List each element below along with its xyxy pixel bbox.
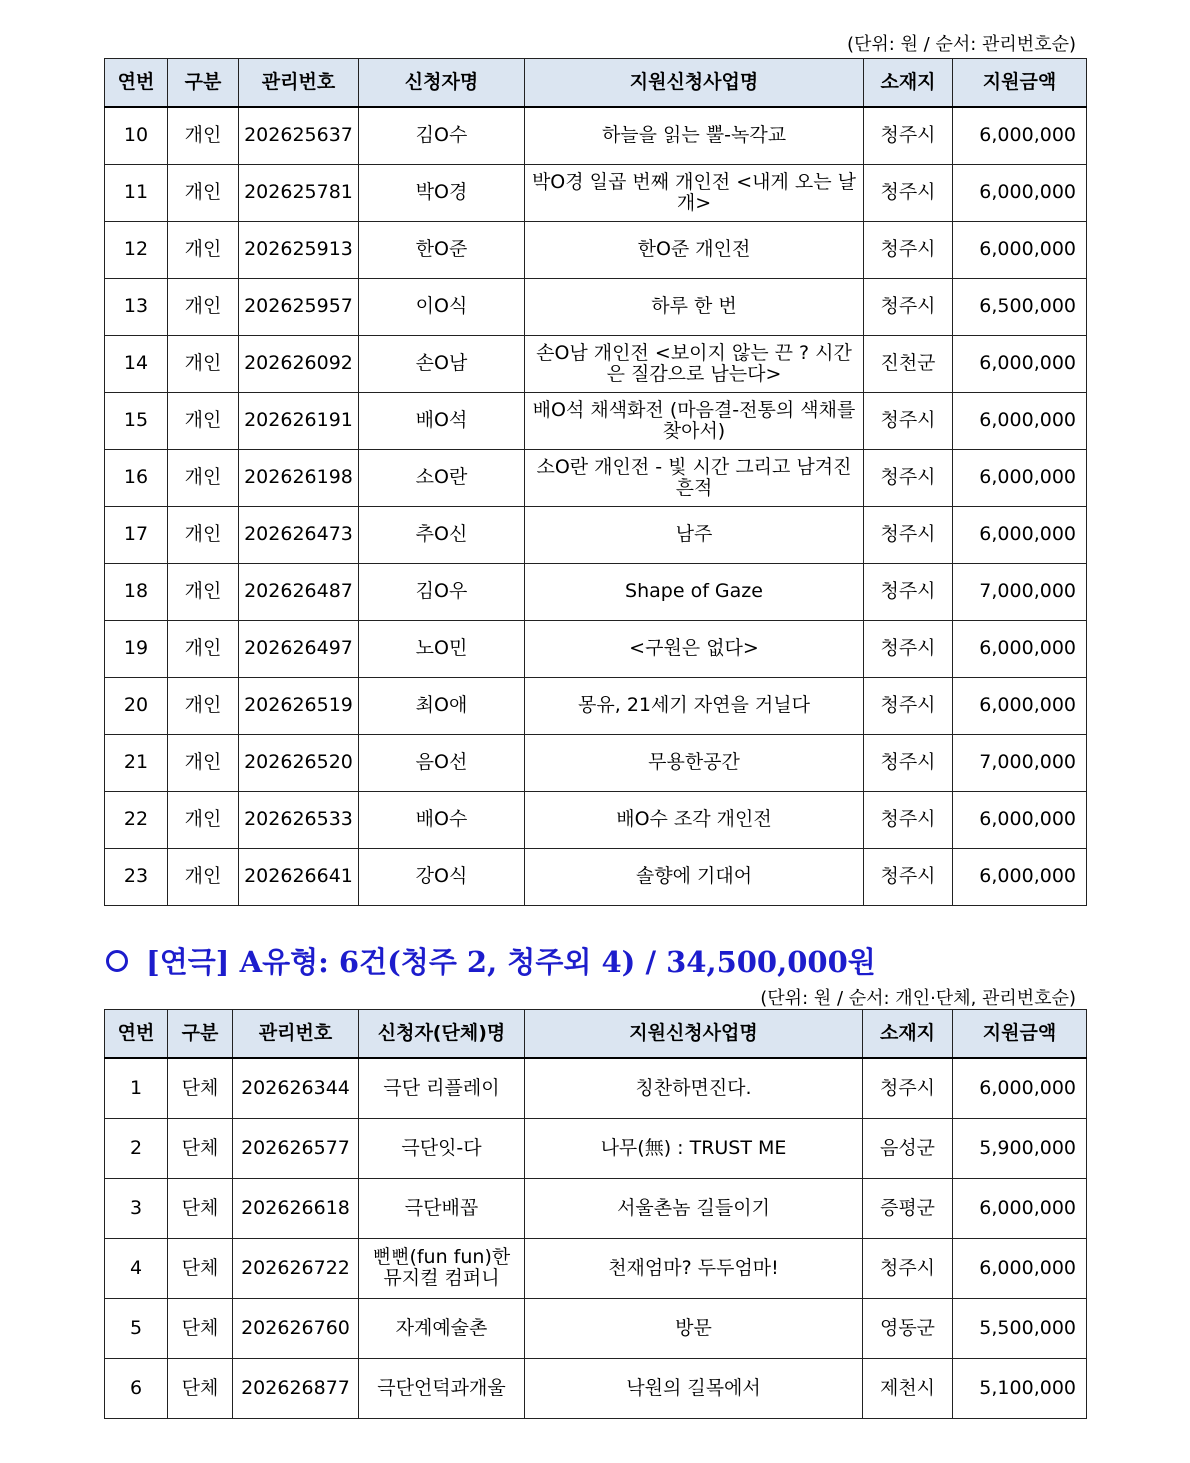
cell-amount: 6,500,000: [953, 278, 1087, 335]
table-row: [105, 848, 1087, 905]
cell-applicant: 김O수: [359, 107, 525, 164]
cell-id: 202626344: [233, 1058, 359, 1118]
cell-amount: 6,000,000: [953, 221, 1087, 278]
cell-id: 202625781: [239, 164, 359, 221]
cell-applicant: 극단 리플레이: [359, 1058, 525, 1118]
cell-id: 202626191: [239, 392, 359, 449]
cell-id: 202625957: [239, 278, 359, 335]
header-type: 구분: [168, 1010, 233, 1059]
cell-project: 소O란 개인전 - 빛 시간 그리고 남겨진 흔적: [525, 449, 864, 506]
cell-applicant: 극단언덕과개울: [359, 1358, 525, 1418]
unit-note: (단위: 원 / 순서: 관리번호순): [846, 34, 1076, 55]
cell-applicant: 최O애: [359, 677, 525, 734]
cell-id: 202626760: [233, 1298, 359, 1358]
cell-project: 하늘을 읽는 뿔-녹각교: [525, 107, 864, 164]
cell-applicant: 이O식: [359, 278, 525, 335]
cell-id: 202626722: [233, 1238, 359, 1298]
cell-applicant: 손O남: [359, 335, 525, 392]
cell-amount: 6,000,000: [953, 848, 1087, 905]
cell-project: 칭찬하면진다.: [525, 1058, 863, 1118]
cell-id: 202626577: [233, 1118, 359, 1178]
cell-no: 18: [105, 563, 168, 620]
cell-amount: 6,000,000: [953, 107, 1087, 164]
cell-project: 나무(無) : TRUST ME: [525, 1118, 863, 1178]
cell-id: 202626092: [239, 335, 359, 392]
cell-project: 남주: [525, 506, 864, 563]
section-title: [연극] A유형: 6건(청주 2, 청주외 4) / 34,500,000원: [146, 945, 876, 979]
cell-applicant: 한O준: [359, 221, 525, 278]
cell-location: 청주시: [864, 848, 953, 905]
cell-id: 202626641: [239, 848, 359, 905]
cell-amount: 5,100,000: [953, 1358, 1087, 1418]
cell-project: <구원은 없다>: [525, 620, 864, 677]
cell-no: 19: [105, 620, 168, 677]
table-row: [105, 563, 1087, 620]
cell-project: Shape of Gaze: [525, 563, 864, 620]
cell-id: 202626198: [239, 449, 359, 506]
grant-table-individual: [104, 58, 1087, 906]
cell-amount: 6,000,000: [953, 1058, 1087, 1118]
cell-location: 청주시: [864, 278, 953, 335]
cell-no: 4: [105, 1238, 168, 1298]
cell-type: 개인: [168, 677, 239, 734]
cell-type: 단체: [168, 1238, 233, 1298]
cell-no: 16: [105, 449, 168, 506]
cell-type: 개인: [168, 506, 239, 563]
table-row: [105, 392, 1087, 449]
section-heading: [106, 940, 876, 981]
header-applicant: 신청자(단체)명: [359, 1010, 525, 1059]
table-row: [105, 1058, 1087, 1118]
cell-no: 15: [105, 392, 168, 449]
cell-location: 증평군: [863, 1178, 953, 1238]
cell-no: 22: [105, 791, 168, 848]
cell-project: 서울촌놈 길들이기: [525, 1178, 863, 1238]
header-applicant: 신청자명: [359, 59, 525, 108]
header-project: 지원신청사업명: [525, 1010, 863, 1059]
cell-amount: 7,000,000: [953, 734, 1087, 791]
cell-applicant: 추O신: [359, 506, 525, 563]
cell-id: 202626497: [239, 620, 359, 677]
header-type: 구분: [168, 59, 239, 108]
cell-project: 배O석 채색화전 (마음결-전통의 색채를 찾아서): [525, 392, 864, 449]
cell-type: 개인: [168, 278, 239, 335]
header-project: 지원신청사업명: [525, 59, 864, 108]
cell-no: 1: [105, 1058, 168, 1118]
cell-applicant: 자계예술촌: [359, 1298, 525, 1358]
cell-type: 개인: [168, 449, 239, 506]
header-amount: 지원금액: [953, 59, 1087, 108]
table-row: [105, 620, 1087, 677]
cell-id: 202626473: [239, 506, 359, 563]
cell-no: 20: [105, 677, 168, 734]
cell-applicant: 소O란: [359, 449, 525, 506]
table-row: [105, 1358, 1087, 1418]
cell-type: 개인: [168, 791, 239, 848]
cell-no: 21: [105, 734, 168, 791]
table-row: [105, 107, 1087, 164]
cell-amount: 5,900,000: [953, 1118, 1087, 1178]
cell-applicant: 강O식: [359, 848, 525, 905]
cell-amount: 6,000,000: [953, 1178, 1087, 1238]
cell-amount: 6,000,000: [953, 335, 1087, 392]
cell-location: 청주시: [864, 221, 953, 278]
table-row: [105, 1298, 1087, 1358]
cell-location: 청주시: [864, 563, 953, 620]
cell-type: 개인: [168, 221, 239, 278]
cell-no: 5: [105, 1298, 168, 1358]
cell-location: 청주시: [864, 791, 953, 848]
table-row: [105, 1178, 1087, 1238]
cell-location: 청주시: [864, 734, 953, 791]
cell-no: 12: [105, 221, 168, 278]
table-row: [105, 677, 1087, 734]
cell-project: 낙원의 길목에서: [525, 1358, 863, 1418]
cell-location: 청주시: [864, 392, 953, 449]
cell-amount: 6,000,000: [953, 392, 1087, 449]
cell-location: 청주시: [864, 677, 953, 734]
header-location: 소재지: [863, 1010, 953, 1059]
table-row: [105, 221, 1087, 278]
cell-location: 청주시: [864, 449, 953, 506]
cell-project: 무용한공간: [525, 734, 864, 791]
cell-amount: 6,000,000: [953, 620, 1087, 677]
cell-type: 단체: [168, 1358, 233, 1418]
header-no: 연번: [105, 1010, 168, 1059]
cell-id: 202626877: [233, 1358, 359, 1418]
header-id: 관리번호: [239, 59, 359, 108]
cell-type: 개인: [168, 392, 239, 449]
cell-amount: 6,000,000: [953, 164, 1087, 221]
cell-id: 202626618: [233, 1178, 359, 1238]
cell-project: 박O경 일곱 번째 개인전 <내게 오는 날개>: [525, 164, 864, 221]
cell-project: 방문: [525, 1298, 863, 1358]
cell-applicant: 노O민: [359, 620, 525, 677]
cell-project: 손O남 개인전 <보이지 않는 끈 ? 시간은 질감으로 남는다>: [525, 335, 864, 392]
table-row: [105, 335, 1087, 392]
cell-location: 청주시: [863, 1058, 953, 1118]
cell-applicant: 배O수: [359, 791, 525, 848]
cell-type: 개인: [168, 107, 239, 164]
cell-applicant: 박O경: [359, 164, 525, 221]
cell-location: 청주시: [864, 620, 953, 677]
header-location: 소재지: [864, 59, 953, 108]
cell-project: 하루 한 번: [525, 278, 864, 335]
table-row: [105, 734, 1087, 791]
cell-location: 제천시: [863, 1358, 953, 1418]
circle-bullet-icon: [106, 950, 128, 972]
cell-type: 단체: [168, 1178, 233, 1238]
cell-no: 10: [105, 107, 168, 164]
cell-id: 202626487: [239, 563, 359, 620]
cell-project: 솔향에 기대어: [525, 848, 864, 905]
cell-type: 개인: [168, 848, 239, 905]
cell-applicant: 극단배꼽: [359, 1178, 525, 1238]
cell-no: 13: [105, 278, 168, 335]
cell-amount: 6,000,000: [953, 677, 1087, 734]
cell-amount: 6,000,000: [953, 449, 1087, 506]
cell-type: 단체: [168, 1118, 233, 1178]
cell-type: 단체: [168, 1058, 233, 1118]
unit-note: (단위: 원 / 순서: 개인·단체, 관리번호순): [760, 988, 1076, 1009]
cell-id: 202625913: [239, 221, 359, 278]
cell-location: 청주시: [864, 107, 953, 164]
cell-no: 23: [105, 848, 168, 905]
cell-applicant: 극단잇-다: [359, 1118, 525, 1178]
cell-type: 개인: [168, 335, 239, 392]
cell-amount: 6,000,000: [953, 1238, 1087, 1298]
cell-location: 청주시: [864, 506, 953, 563]
table-row: [105, 278, 1087, 335]
cell-id: 202626520: [239, 734, 359, 791]
table-header-row: [105, 59, 1087, 108]
cell-no: 6: [105, 1358, 168, 1418]
cell-amount: 5,500,000: [953, 1298, 1087, 1358]
header-amount: 지원금액: [953, 1010, 1087, 1059]
cell-id: 202626519: [239, 677, 359, 734]
cell-amount: 7,000,000: [953, 563, 1087, 620]
cell-location: 청주시: [863, 1238, 953, 1298]
cell-no: 11: [105, 164, 168, 221]
cell-no: 3: [105, 1178, 168, 1238]
grant-table-theater: [104, 1009, 1087, 1419]
cell-applicant: 뻔뻔(fun fun)한 뮤지컬 컴퍼니: [359, 1238, 525, 1298]
cell-no: 2: [105, 1118, 168, 1178]
cell-location: 음성군: [863, 1118, 953, 1178]
cell-location: 진천군: [864, 335, 953, 392]
cell-project: 몽유, 21세기 자연을 거닐다: [525, 677, 864, 734]
cell-id: 202626533: [239, 791, 359, 848]
cell-applicant: 배O석: [359, 392, 525, 449]
table-row: [105, 1118, 1087, 1178]
table-row: [105, 164, 1087, 221]
cell-project: 배O수 조각 개인전: [525, 791, 864, 848]
cell-id: 202625637: [239, 107, 359, 164]
cell-project: 한O준 개인전: [525, 221, 864, 278]
cell-type: 단체: [168, 1298, 233, 1358]
cell-applicant: 음O선: [359, 734, 525, 791]
table-row: [105, 506, 1087, 563]
cell-amount: 6,000,000: [953, 506, 1087, 563]
header-no: 연번: [105, 59, 168, 108]
cell-type: 개인: [168, 620, 239, 677]
table-row: [105, 1238, 1087, 1298]
cell-amount: 6,000,000: [953, 791, 1087, 848]
table-row: [105, 449, 1087, 506]
cell-type: 개인: [168, 563, 239, 620]
cell-applicant: 김O우: [359, 563, 525, 620]
table-header-row: [105, 1010, 1087, 1059]
cell-location: 영동군: [863, 1298, 953, 1358]
cell-type: 개인: [168, 734, 239, 791]
cell-project: 천재엄마? 두두엄마!: [525, 1238, 863, 1298]
header-id: 관리번호: [233, 1010, 359, 1059]
cell-location: 청주시: [864, 164, 953, 221]
cell-no: 14: [105, 335, 168, 392]
table-row: [105, 791, 1087, 848]
cell-no: 17: [105, 506, 168, 563]
cell-type: 개인: [168, 164, 239, 221]
